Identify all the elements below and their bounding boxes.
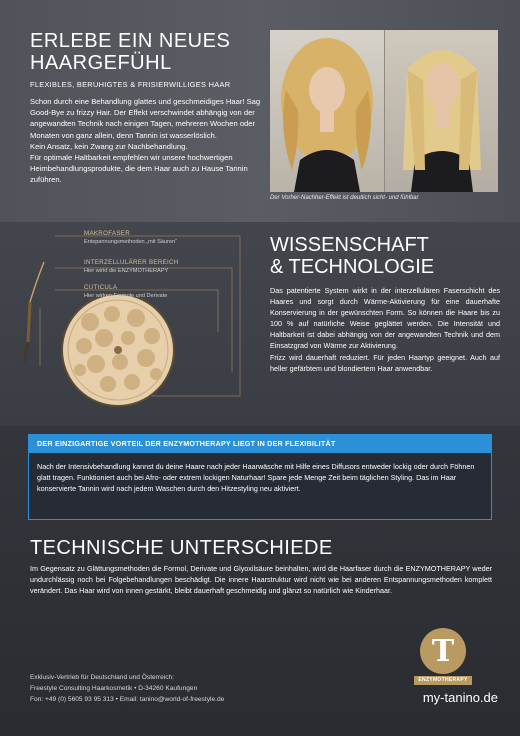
tanino-logo bbox=[420, 628, 466, 674]
footer-phone-email: Fon: +49 (0) 5605 93 95 313 • Email: tanino@world-of-freestyle.de bbox=[30, 696, 225, 703]
before-after-photo bbox=[270, 30, 498, 192]
science-body bbox=[270, 285, 500, 374]
experience-subtitle: FLEXIBLES, BERUHIGTES & FRISIERWILLIGES HAAR bbox=[30, 80, 231, 89]
after-photo bbox=[384, 30, 498, 192]
flexibility-text: Nach der Intensivbehandlung kannst du deine Haare nach jeder Haarwäsche mit Hilfe eines Diffusors entweder lockig oder durch Föhnen glatt tragen. Funktioniert auch bei Afro- oder extrem lockigen Naturhaar! Spare jede Menge Zeit beim täglichen Styling. Das im Haar konservierte Tannin wird nach jedem Waschen durch den Hitzestyling neu aktiviert. bbox=[37, 462, 475, 493]
logo-band-text: ENZYMOTHERAPY bbox=[414, 676, 472, 685]
footer-contact bbox=[30, 672, 330, 705]
experience-title bbox=[30, 30, 250, 74]
hair-fiber-diagram bbox=[0, 222, 260, 426]
logo-letter: T bbox=[431, 633, 455, 669]
before-photo bbox=[270, 30, 384, 192]
photo-caption: Der Vorher-Nachher-Effekt ist deutlich sicht- und fühlbar bbox=[270, 195, 419, 201]
experience-paragraph-1: Schon durch eine Behandlung glattes und geschmeidiges Haar! Sag Good-Bye zu frizzy Hair. Der Effekt verschwindet abhängig von der angewandten Technik nach einigen Tagen, mehreren Wochen oder Monaten von ganz allein, denn Tannin ist wasserlöslich. bbox=[30, 97, 261, 140]
label-intercellular: INTERZELLULÄRER BEREICH bbox=[84, 259, 179, 266]
label-cuticle-sub: Hier wirken Formole und Derivate bbox=[84, 293, 168, 299]
experience-title-line2: HAARGEFÜHL bbox=[30, 52, 172, 74]
website-link[interactable]: my-tanino.de bbox=[422, 690, 498, 705]
experience-paragraph-3: Für optimale Haltbarkeit empfehlen wir unsere hochwertigen Heimbehandlungsprodukte, die dem Haar auch zu Hause Tannin zuführen. bbox=[30, 153, 248, 185]
footer-address: Freestyle Consulting Haarkosmetik • D-34260 Kaufungen bbox=[30, 685, 198, 692]
science-paragraph-1: Das patentierte System wirkt in der interzellulären Faserschicht des Haares und sorgt durch Wärme-Aktivierung für eine dauerhafte Konservierung in der gewünschten Form. So können die Haare bis zu 100 % auf natürliche Weise geglättet werden. Die Intensität und Haltbarkeit ist dabei abhängig von der angewandten Technik und dem Einsatzgrad von Wärme zur Aktivierung. bbox=[270, 286, 500, 351]
label-macrofiber-sub: Entspannungsmethoden „mit Säuren“ bbox=[84, 239, 177, 245]
label-intercellular-sub: Hier wirkt die ENZYMOTHERAPY bbox=[84, 268, 169, 274]
hair-cross-section-graphic bbox=[0, 222, 260, 426]
science-title-line2: & TECHNOLOGIE bbox=[270, 256, 435, 278]
curly-hair-woman-image bbox=[270, 30, 384, 192]
straight-hair-woman-image bbox=[385, 30, 498, 192]
science-paragraph-2: Frizz wird dauerhaft reduziert. Für jeden Haartyp geeignet. Auch auf heller gefärbtem und blondiertem Haar anwendbar. bbox=[270, 352, 500, 373]
footer-distribution: Exklusiv-Vertrieb für Deutschland und Österreich: bbox=[30, 674, 175, 681]
science-title-line1: WISSENSCHAFT bbox=[270, 234, 429, 256]
flexibility-heading: DER EINZIGARTIGE VORTEIL DER ENZYMOTHERAPY LIEGT IN DER FLEXIBILITÄT bbox=[29, 435, 491, 453]
science-title bbox=[270, 234, 500, 278]
label-cuticle: CUTICULA bbox=[84, 284, 118, 291]
flexibility-box bbox=[28, 434, 492, 520]
experience-paragraph-2: Kein Ansatz, kein Zwang zur Nachbehandlung. bbox=[30, 141, 188, 151]
experience-body bbox=[30, 96, 268, 186]
differences-text: Im Gegensatz zu Glättungsmethoden die Formol, Derivate und Glyoxilsäure beinhalten, wird die Haarfaser durch die ENZYMOTHERAPY weder undurchlässig noch bei Folgebehandlungen beschädigt. Die innere Haarstruktur wird nicht wie bei anderen Entspannungsmethoden komplett verändert. Das Haar wird von innen gestärkt, bleibt dauerhaft geschmeidig und glänzt so natürlich wie Kinderhaar. bbox=[30, 564, 492, 596]
label-macrofiber: MAKROFASER bbox=[84, 230, 130, 237]
differences-title: TECHNISCHE UNTERSCHIEDE bbox=[30, 537, 333, 559]
experience-title-line1: ERLEBE EIN NEUES bbox=[30, 30, 231, 52]
